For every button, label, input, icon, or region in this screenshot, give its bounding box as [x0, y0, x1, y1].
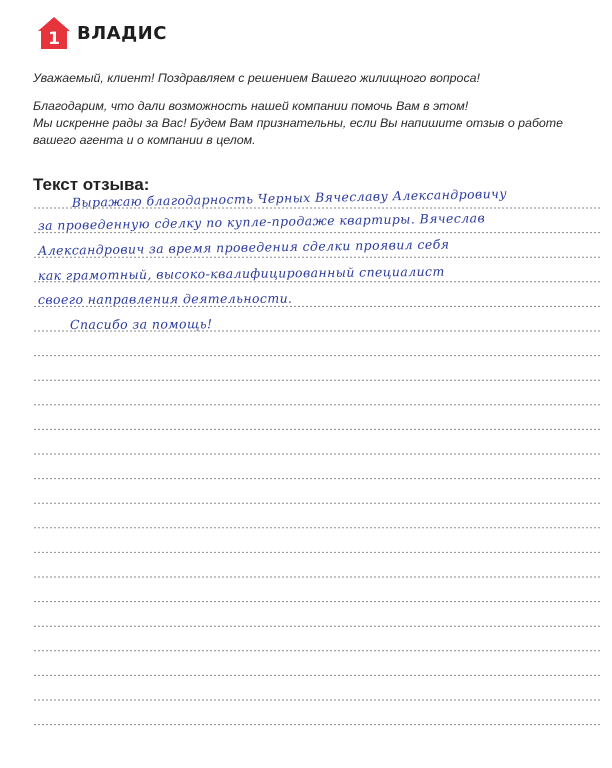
handwritten-line: своего направления деятельности.	[37, 290, 293, 307]
logo-mark-digit: 1	[48, 29, 60, 49]
handwritten-line: Александрович за время проведения сделки проявил себя	[37, 236, 450, 258]
handwritten-line: за проведенную сделку по купле-продаже квартиры. Вячеслав	[37, 210, 486, 233]
handwritten-line: как грамотный, высоко-квалифицированный специалист	[37, 263, 445, 283]
handwritten-line: Выражаю благодарность Черных Вячеславу Александровичу	[71, 185, 508, 210]
review-title: Текст отзыва:	[33, 175, 150, 194]
thanks-line-2: Мы искренне рады за Вас! Будем Вам признательны, если Вы напишите отзыв о работе	[33, 116, 564, 130]
thanks-line-3: вашего агента и о компании в целом.	[33, 133, 256, 147]
thanks-line-1: Благодарим, что дали возможность нашей компании помочь Вам в этом!	[33, 99, 469, 113]
greeting-text: Уважаемый, клиент! Поздравляем с решением Вашего жилищного вопроса!	[33, 71, 480, 85]
brand-name: ВЛАДИС	[77, 22, 167, 44]
handwritten-line: Спасибо за помощь!	[69, 316, 213, 332]
